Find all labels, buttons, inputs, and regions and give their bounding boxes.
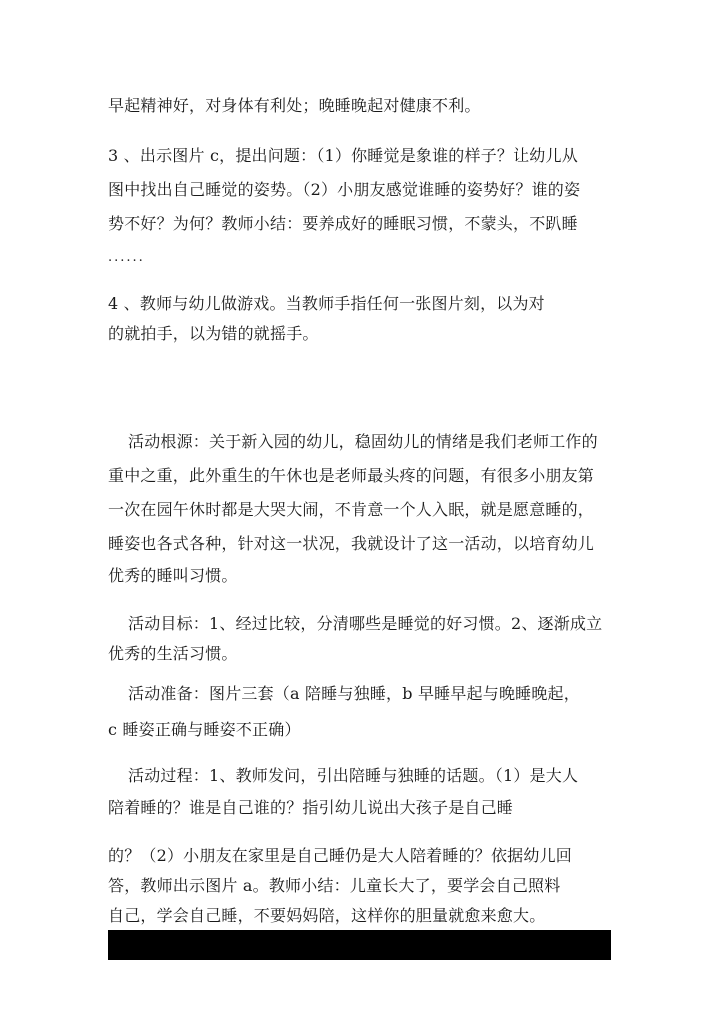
p5-line-2: 优秀的生活习惯。: [108, 644, 238, 663]
p2-line-2: 图中找出自己睡觉的姿势。（2）小朋友感觉谁睡的姿势好？谁的姿: [108, 180, 581, 199]
p7-line-1: 活动过程：1、教师发问，引出陪睡与独睡的话题。（1）是大人: [128, 766, 579, 785]
p3-line-2: 的就拍手，以为错的就摇手。: [108, 324, 319, 343]
p2-line-1: 3 、出示图片 c，提出问题：（1）你睡觉是象谁的样子？让幼儿从: [108, 146, 578, 165]
p4-line-5: 优秀的睡叫习惯。: [108, 566, 238, 585]
p4-line-1: 活动根源：关于新入园的幼儿，稳固幼儿的情绪是我们老师工作的: [128, 432, 598, 451]
p4-line-3: 一次在园午休时都是大哭大闹，不肯意一个人入眠，就是愿意睡的，: [108, 500, 595, 519]
p4-line-2: 重中之重，此外重生的午休也是老师最头疼的问题，有很多小朋友第: [108, 466, 595, 485]
p1-line-1: 早起精神好，对身体有利处；晚睡晚起对健康不利。: [108, 96, 481, 115]
p8-line-1: 的？（2）小朋友在家里是自己睡仍是大人陪着睡的？依据幼儿回: [108, 846, 572, 865]
p5-line-1: 活动目标：1、经过比较，分清哪些是睡觉的好习惯。2、逐渐成立: [128, 614, 603, 633]
p6-line-2: c 睡姿正确与睡姿不正确）: [108, 720, 301, 739]
p7-line-2: 陪着睡的？谁是自己谁的？指引幼儿说出大孩子是自己睡: [108, 798, 514, 817]
p2-ellipsis: ......: [108, 250, 145, 265]
p2-line-3: 势不好？为何？教师小结：要养成好的睡眠习惯，不蒙头，不趴睡: [108, 214, 578, 233]
p3-line-1: 4 、教师与幼儿做游戏。当教师手指任何一张图片刻，以为对: [108, 294, 545, 313]
redaction-bar: [108, 930, 611, 960]
p8-line-3: 自己，学会自己睡，不要妈妈陪，这样你的胆量就愈来愈大。: [108, 906, 546, 925]
p6-line-1: 活动准备：图片三套（a 陪睡与独睡，b 早睡早起与晚睡晚起，: [128, 684, 580, 703]
p4-line-4: 睡姿也各式各种，针对这一状况，我就设计了这一活动，以培育幼儿: [108, 534, 595, 553]
p8-line-2: 答，教师出示图片 a。教师小结：儿童长大了，要学会自己照料: [108, 876, 561, 895]
